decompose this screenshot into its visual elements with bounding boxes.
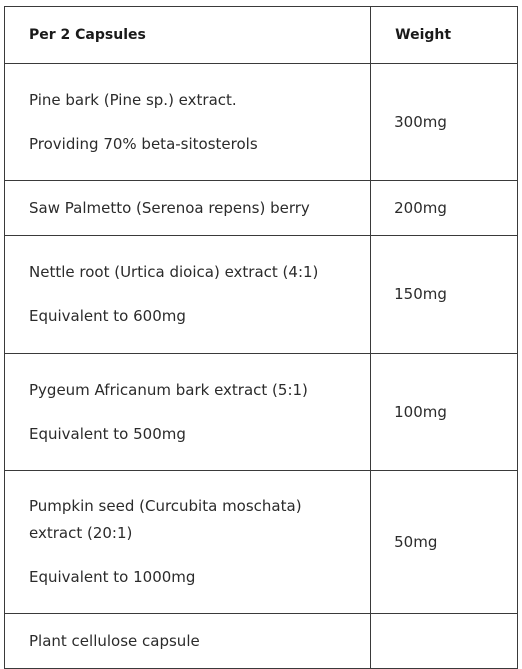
spacer bbox=[29, 114, 370, 131]
ingredient-cell bbox=[5, 64, 371, 181]
weight-cell bbox=[371, 614, 518, 669]
ingredient-name: Plant cellulose capsule bbox=[29, 631, 200, 650]
weight-cell: 50mg bbox=[371, 471, 518, 614]
ingredient-cell bbox=[5, 471, 371, 614]
ingredient-name: Pine bark (Pine sp.) extract. bbox=[29, 90, 237, 109]
table-row bbox=[5, 236, 518, 354]
ingredient-name-line2: extract (20:1) bbox=[29, 524, 133, 542]
table-row bbox=[5, 354, 518, 471]
ingredient-name: Pygeum Africanum bark extract (5:1) bbox=[29, 380, 308, 399]
ingredient-name: Nettle root (Urtica dioica) extract (4:1) bbox=[29, 263, 319, 281]
table-row bbox=[5, 64, 518, 181]
table-row bbox=[5, 181, 518, 236]
ingredients-table bbox=[4, 6, 518, 669]
ingredient-cell bbox=[5, 614, 371, 669]
ingredient-detail: Equivalent to 1000mg bbox=[29, 568, 196, 586]
ingredient-detail: Providing 70% beta-sitosterols bbox=[29, 134, 258, 153]
ingredient-name: Saw Palmetto (Serenoa repens) berry bbox=[29, 198, 310, 217]
header-weight: Weight bbox=[371, 7, 518, 64]
ingredient-cell bbox=[5, 236, 371, 354]
header-ingredient: Per 2 Capsules bbox=[5, 7, 371, 64]
ingredient-detail: Equivalent to 600mg bbox=[29, 307, 186, 325]
ingredient-name-line1: Pumpkin seed (Curcubita moschata) bbox=[29, 497, 302, 515]
ingredient-cell bbox=[5, 354, 371, 471]
ingredient-cell bbox=[5, 181, 371, 236]
weight-cell: 100mg bbox=[371, 354, 518, 471]
spacer bbox=[29, 286, 370, 303]
spacer bbox=[29, 404, 370, 421]
table-row bbox=[5, 614, 518, 669]
header-row bbox=[5, 7, 518, 64]
weight-cell: 200mg bbox=[371, 181, 518, 236]
table-row bbox=[5, 471, 518, 614]
weight-cell: 150mg bbox=[371, 236, 518, 354]
ingredient-detail: Equivalent to 500mg bbox=[29, 424, 186, 443]
weight-cell: 300mg bbox=[371, 64, 518, 181]
spacer bbox=[29, 547, 370, 564]
